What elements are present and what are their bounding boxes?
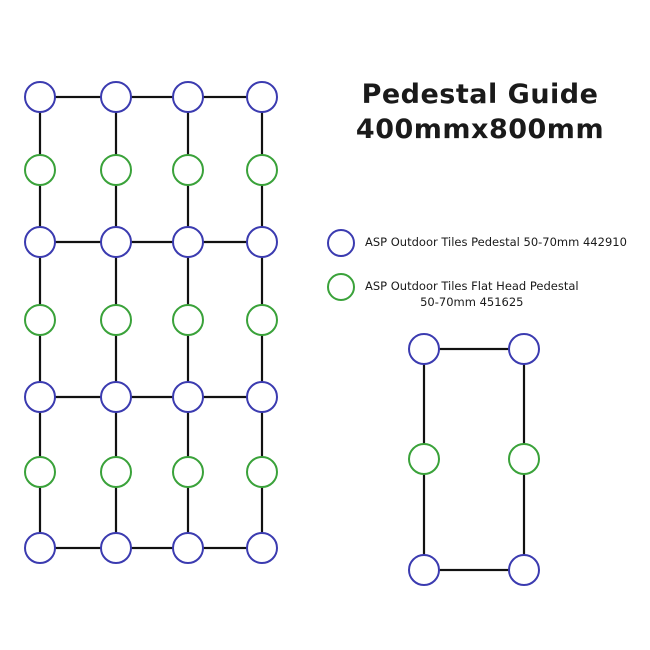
page-title — [330, 78, 630, 147]
legend-item-pedestal — [326, 228, 646, 258]
legend-item-flat-head — [326, 272, 646, 310]
pedestal-circles-green — [25, 155, 277, 487]
legend-label-flat-head-line1: ASP Outdoor Tiles Flat Head Pedestal — [365, 279, 579, 293]
legend — [326, 228, 646, 324]
pedestal-circles-blue — [25, 82, 277, 563]
title-line-1: Pedestal Guide — [361, 79, 599, 110]
single-tile-diagram — [380, 320, 580, 610]
single-tile-midedge-pedestals — [409, 444, 539, 474]
title-line-2: 400mmx800mm — [355, 113, 605, 145]
circle-outline-icon — [326, 228, 356, 258]
legend-label-pedestal — [365, 228, 627, 251]
legend-label-flat-head-line2: 50-70mm 451625 — [420, 294, 524, 309]
legend-label-flat-head — [365, 272, 579, 310]
circle-outline-icon — [326, 272, 356, 302]
legend-label-pedestal-line1: ASP Outdoor Tiles Pedestal 50-70mm 442910 — [365, 235, 627, 249]
tile-outlines — [40, 97, 262, 548]
